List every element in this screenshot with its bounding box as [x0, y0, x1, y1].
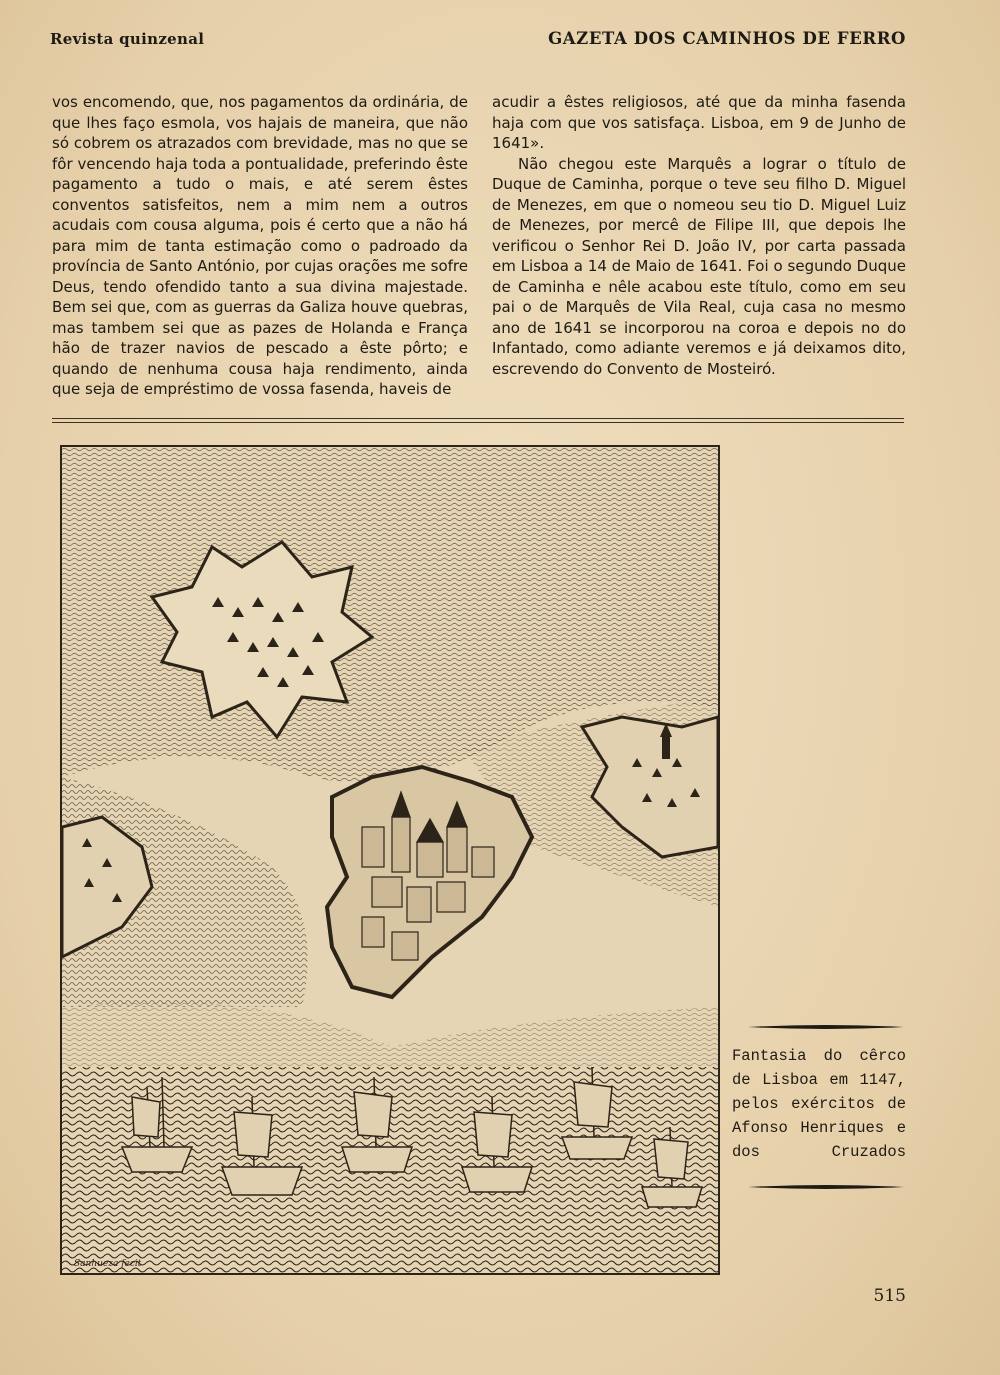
section-divider	[52, 422, 904, 423]
section-divider	[52, 418, 904, 419]
text-column-right	[492, 92, 906, 379]
caption-ornament-bottom	[748, 1184, 904, 1190]
text-column-left	[52, 92, 468, 400]
siege-of-lisbon-engraving	[62, 447, 718, 1273]
running-header-right: GAZETA DOS CAMINHOS DE FERRO	[548, 29, 906, 48]
page-number: 515	[873, 1286, 906, 1306]
figure-caption: Fantasia do cêrco de Lisboa em 1147, pelos exércitos de Afonso Henriques e dos Cruzados	[732, 1047, 906, 1161]
paragraph: acudir a êstes religiosos, até que da minha fasenda haja com que vos satisfaça. Lisboa, em 9 de Junho de 1641».	[492, 93, 906, 152]
running-header-left: Revista quinzenal	[50, 30, 205, 48]
paragraph: vos encomendo, que, nos pagamentos da ordinária, de que lhes faço esmola, vos hajais de maneira, que não só cobrem os atrazados com brevidade, mas no que se fôr vencendo haja toda a pontualidade, preferindo êste pagamento a tudo o mais, e até serem êstes conventos satisfeitos, nem a mim nem a outros acudais com cousa alguma, pois é certo que a não há para mim de tanta estimação como o padroado da província de Santo António, por cujas orações me sofre Deus, tendo ofendido tanto a sua divina majestade. Bem sei que, com as guerras da Galiza houve quebras, mas tambem sei que as pazes de Holanda e França hão de trazer navios de pescado a êste pôrto; e quando de nenhuma cousa haja rendimento, ainda que seja de empréstimo de vossa fasenda, haveis de	[52, 93, 468, 398]
paragraph: Não chegou este Marquês a lograr o título de Duque de Caminha, porque o teve seu filho D. Miguel de Menezes, em que o nomeou seu tio D. Miguel Luiz de Menezes, por mercê de Filipe III, que depois lhe verificou o Senhor Rei D. João IV, por carta passada em Lisboa a 14 de Maio de 1641. Foi o segundo Duque de Caminha e nêle acabou este título, como em seu pai o de Marquês de Vila Real, cuja casa no mesmo ano de 1641 se incorporou na coroa e depois no do Infantado, como adiante veremos e já deixamos dito, escrevendo do Convento de Mosteiró.	[492, 154, 906, 378]
caption-ornament-top	[748, 1024, 904, 1030]
engraving-illustration	[60, 445, 720, 1275]
engraver-signature: Sanhueza fecit	[74, 1259, 142, 1269]
